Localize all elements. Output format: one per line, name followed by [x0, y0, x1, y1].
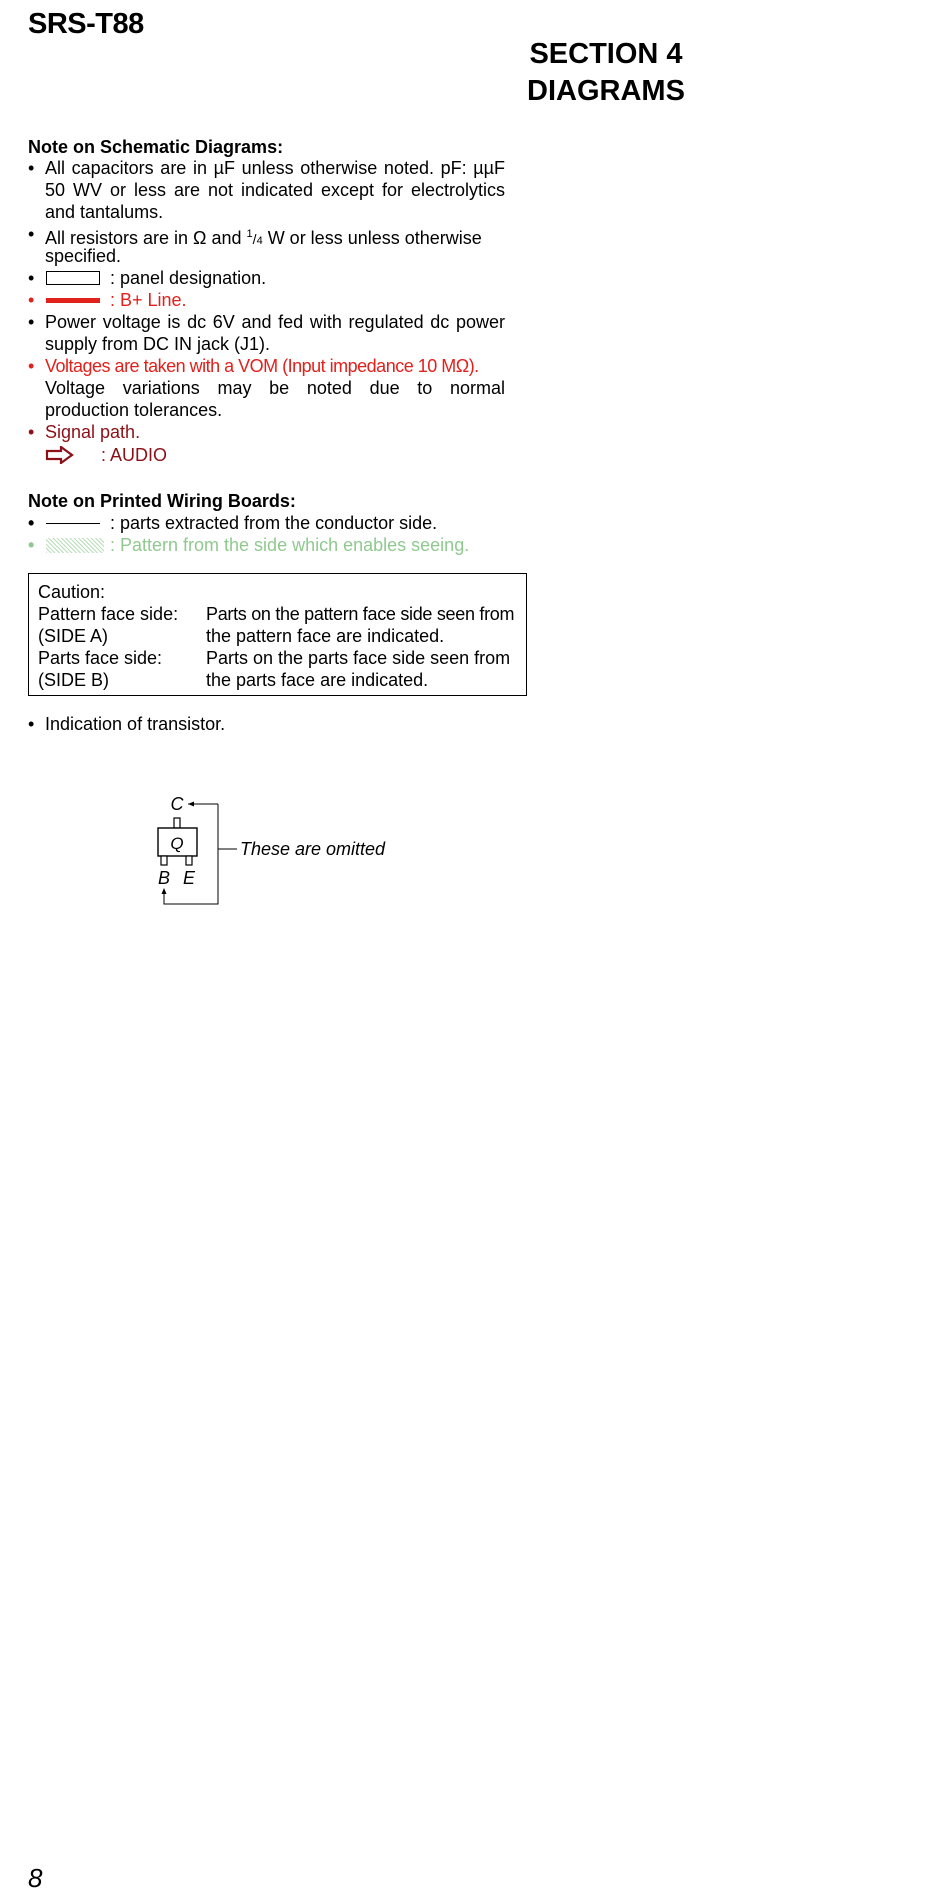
model-number: SRS-T88: [28, 8, 144, 40]
emitter-label: E: [182, 868, 196, 888]
b-plus-line-label: : B+ Line.: [110, 290, 187, 310]
caution-box: [28, 573, 527, 696]
section-title: [500, 36, 712, 110]
page-number: 8: [28, 1863, 43, 1893]
pattern-face-side-desc: Parts on the pattern face side seen from: [206, 604, 515, 624]
base-lead: [161, 856, 167, 865]
bullet: •: [28, 268, 35, 288]
signal-path-heading: Signal path.: [45, 422, 141, 442]
caution-title: Caution:: [38, 582, 106, 602]
schematic-notes-list: [28, 157, 505, 477]
panel-designation-label: : panel designation.: [110, 268, 267, 288]
bullet: •: [28, 158, 35, 178]
resistor-note-text: All resistors are in Ω and: [45, 228, 247, 248]
parts-face-side-desc: Parts on the parts face side seen from: [206, 648, 511, 668]
pattern-hatch-icon: [46, 538, 104, 553]
transistor-indication-item: [28, 713, 505, 735]
emitter-lead: [186, 856, 192, 865]
capacitor-note: All capacitors are in µF unless otherwise noted. pF: µµF 50 WV or less are not indicated except for electrolytics and tantalums.: [45, 158, 505, 222]
transistor-diagram: [140, 790, 420, 910]
collector-arrow-icon: [188, 802, 194, 807]
voltage-variation-note: Voltage variations may be noted due to normal production tolerances.: [45, 378, 505, 420]
bullet: •: [28, 513, 35, 533]
base-label: B: [157, 868, 171, 888]
audio-label: : AUDIO: [101, 445, 168, 465]
bullet: •: [28, 714, 35, 734]
power-voltage-note: Power voltage is dc 6V and fed with regulated dc power supply from DC IN jack (J1).: [45, 312, 505, 354]
collector-lead: [174, 818, 180, 828]
fraction-denominator: 4: [256, 235, 263, 247]
panel-designation-box-icon: [46, 271, 100, 285]
bullet: •: [28, 290, 35, 310]
resistor-note-text: W or less unless otherwise: [262, 228, 482, 248]
audio-signal-arrow-icon: [45, 446, 75, 464]
resistor-note-continuation: specified.: [45, 246, 122, 266]
conductor-side-label: : parts extracted from the conductor side.: [110, 513, 438, 533]
bullet: •: [28, 312, 35, 332]
pwb-notes-heading: Note on Printed Wiring Boards:: [28, 491, 296, 511]
bullet: •: [28, 535, 35, 555]
transistor-indication-label: Indication of transistor.: [45, 714, 226, 734]
side-a-code: (SIDE A): [38, 626, 109, 646]
b-plus-line-icon: [46, 298, 100, 303]
conductor-line-icon: [46, 523, 100, 524]
section-name: DIAGRAMS: [527, 75, 685, 107]
section-number: SECTION 4: [529, 38, 683, 70]
schematic-notes-heading: Note on Schematic Diagrams:: [28, 137, 284, 157]
omitted-note: These are omitted: [240, 839, 386, 859]
pattern-face-side-desc-2: the pattern face are indicated.: [206, 626, 445, 646]
bullet: •: [28, 224, 35, 244]
bullet: •: [28, 422, 35, 442]
pattern-face-side-label: Pattern face side:: [38, 604, 179, 624]
parts-face-side-label: Parts face side:: [38, 648, 163, 668]
collector-label: C: [170, 794, 184, 814]
fraction-slash: /: [252, 231, 257, 247]
pwb-notes-list: [28, 512, 505, 558]
parts-face-side-desc-2: the parts face are indicated.: [206, 670, 429, 690]
pattern-side-label: : Pattern from the side which enables seeing.: [110, 535, 470, 555]
fraction-numerator: 1: [246, 228, 253, 240]
transistor-body-label: Q: [170, 834, 184, 853]
side-b-code: (SIDE B): [38, 670, 110, 690]
bullet: •: [28, 356, 35, 376]
vom-note: Voltages are taken with a VOM (Input impedance 10 MΩ).: [45, 356, 479, 376]
base-arrow-icon: [162, 888, 167, 894]
